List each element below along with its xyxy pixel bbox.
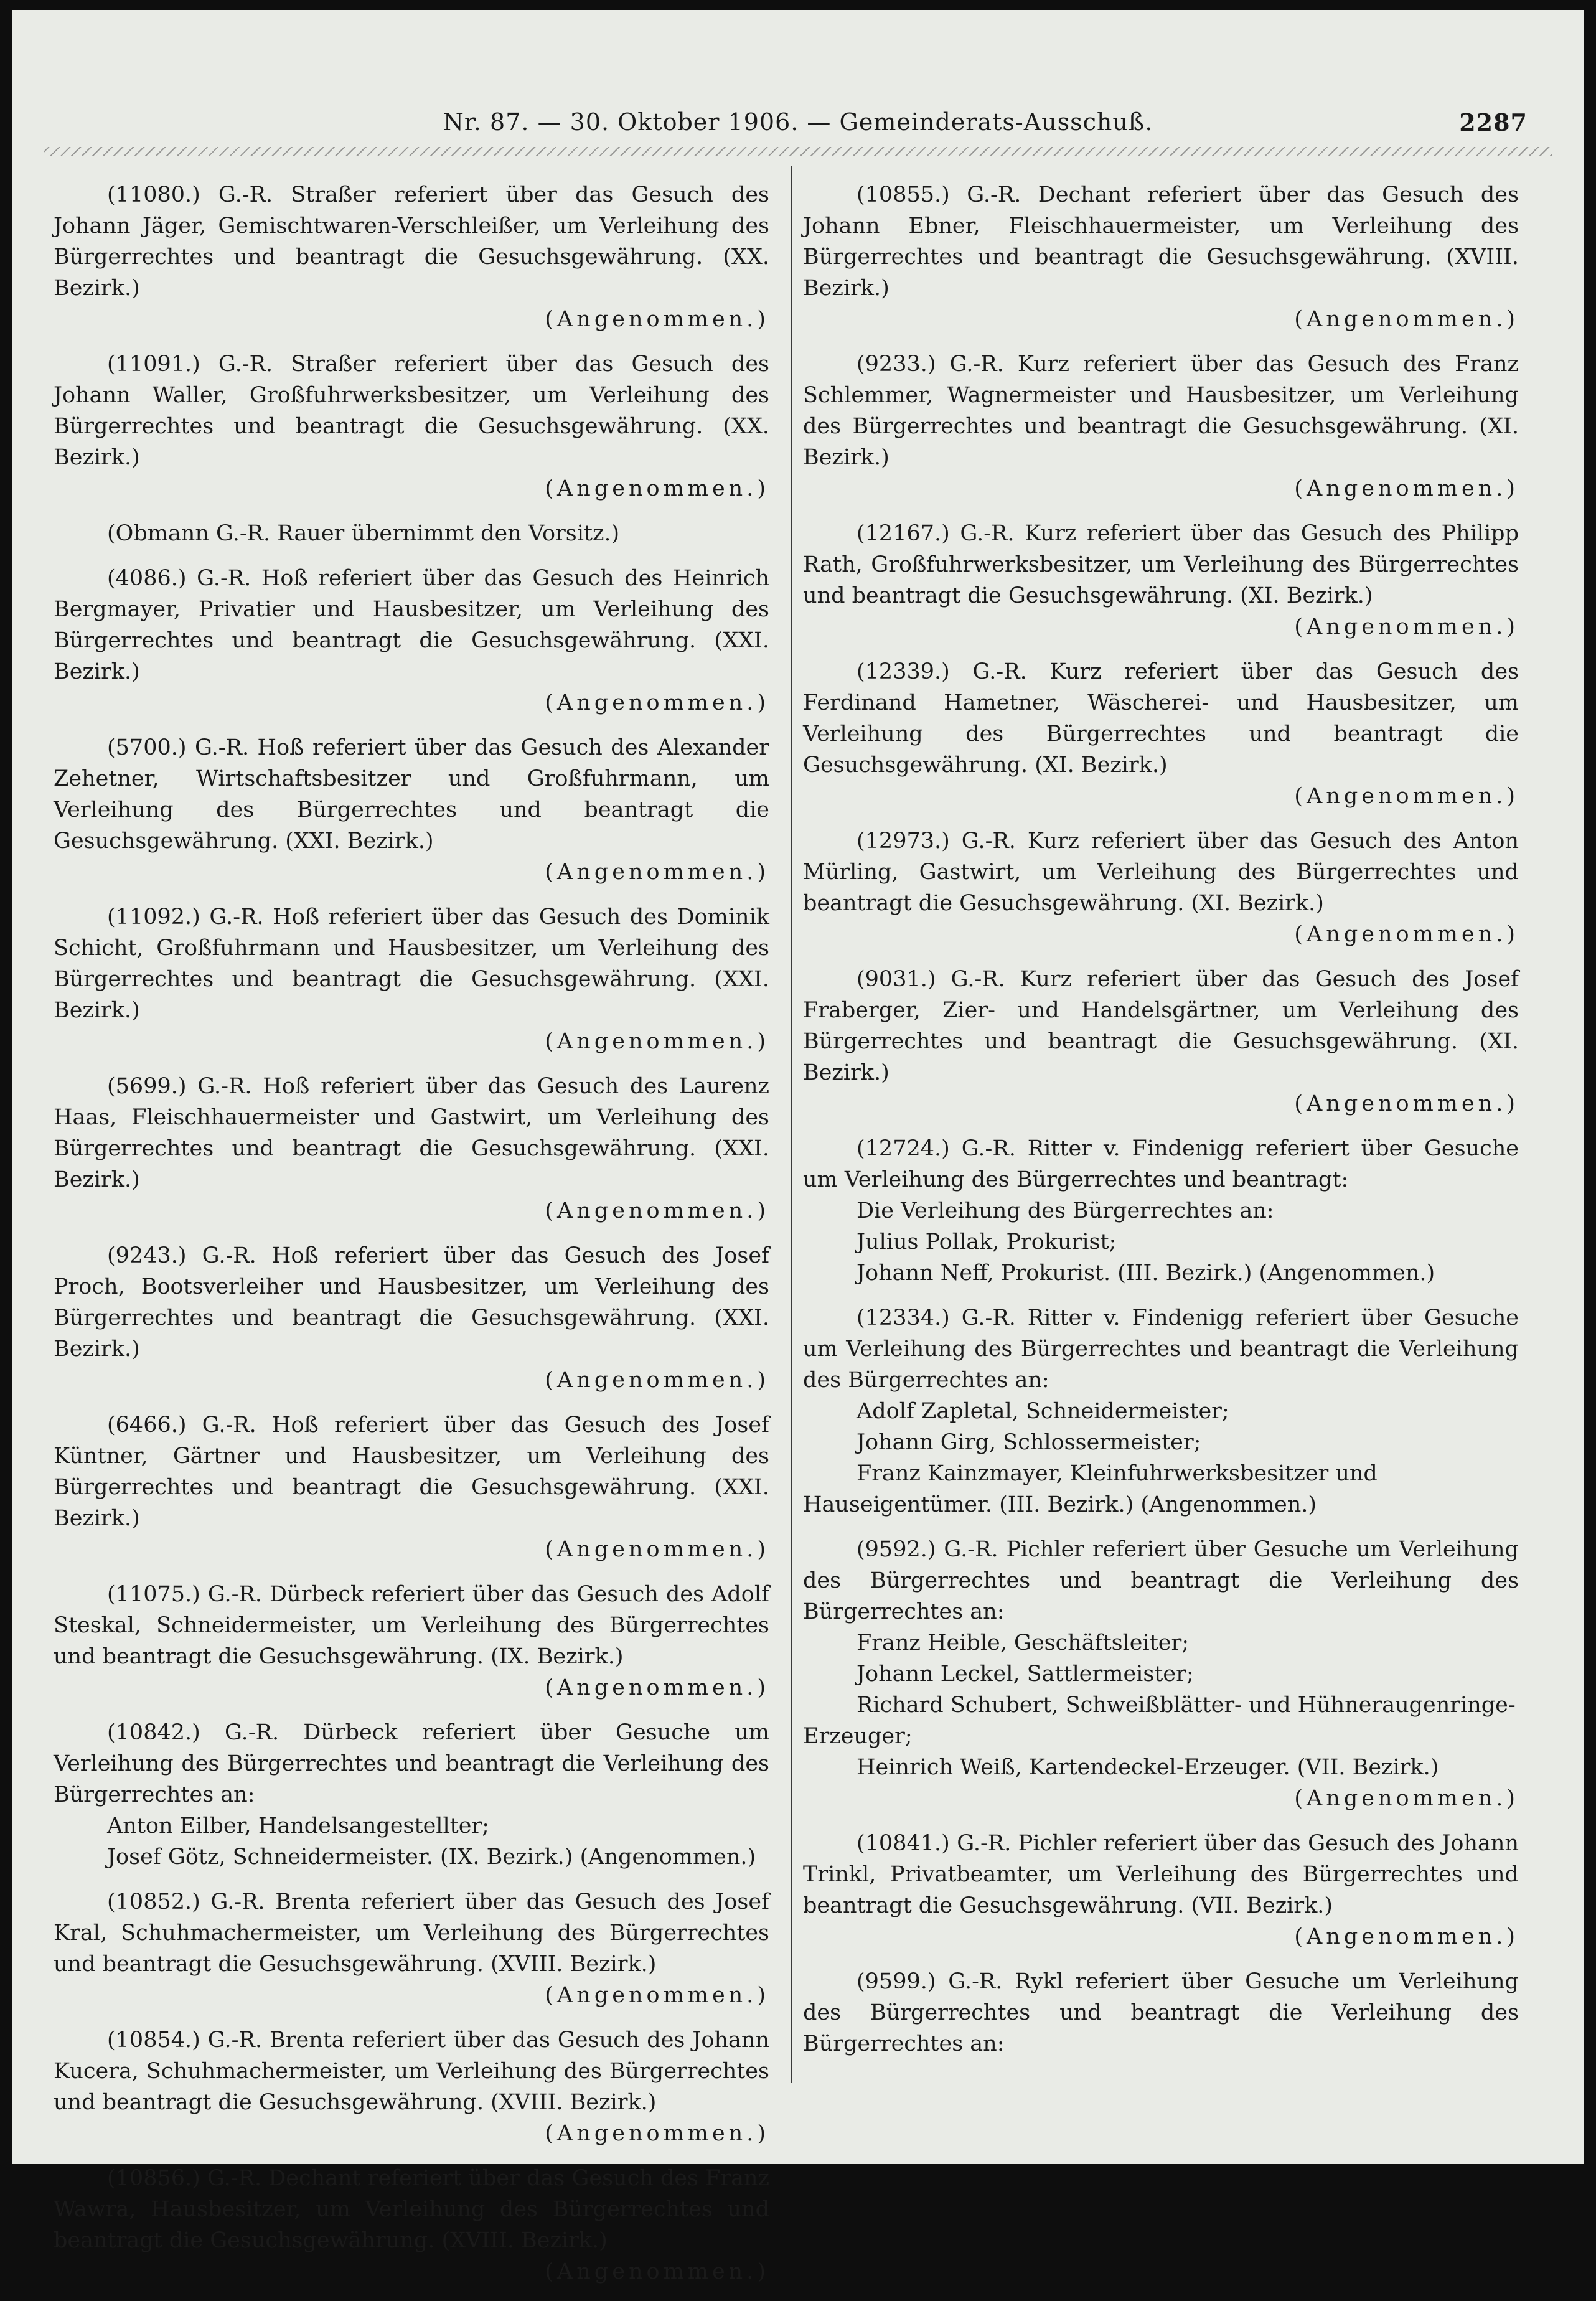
- chair-note: (Obmann G.-R. Rauer übernimmt den Vorsitz.): [107, 521, 620, 546]
- entry-result: (Angenommen.): [545, 1198, 769, 1223]
- entry-text: (12339.) G.-R. Kurz referiert über das Gesuch des Ferdinand Hametner, Wäscherei- und Hausbesitzer, um Verleihung des Bürgerrechtes und beantragt die Gesuchsgewährung. (XI. Bezirk.): [803, 659, 1519, 778]
- entry-text: (9233.) G.-R. Kurz referiert über das Gesuch des Franz Schlemmer, Wagnermeister und Hausbesitzer, um Verleihung des Bürgerrechtes und beantragt die Gesuchsgewährung. (XI. Bezirk.): [803, 352, 1519, 470]
- entry-result: (Angenommen.): [545, 1675, 769, 1700]
- entry-result: (Angenommen.): [545, 476, 769, 501]
- entry-text: (10852.) G.-R. Brenta referiert über das Gesuch des Josef Kral, Schuhmachermeister, um Verleihung des Bürgerrechtes und beantragt die Gesuchsgewährung. (XVIII. Bezirk.): [54, 1889, 769, 1977]
- entry-result: (Angenommen.): [1294, 1091, 1519, 1116]
- resolution-entry: [54, 563, 769, 718]
- grantee-item: Die Verleihung des Bürgerrechtes an:: [857, 1198, 1274, 1223]
- grantee-item: Julius Pollak, Prokurist;: [857, 1230, 1117, 1254]
- entry-text: (10842.) G.-R. Dürbeck referiert über Gesuche um Verleihung des Bürgerrechtes und beantragt die Verleihung des Bürgerrechtes an:: [54, 1720, 769, 1807]
- entry-result: (Angenommen.): [545, 1029, 769, 1054]
- entry-result: (Angenommen.): [545, 860, 769, 885]
- resolution-entry: [803, 1534, 1519, 1814]
- resolution-entry: [54, 349, 769, 504]
- grantee-item: Franz Kainzmayer, Kleinfuhrwerksbesitzer und Hauseigentümer. (III. Bezirk.) (Angenommen.): [803, 1461, 1378, 1517]
- header-title: Nr. 87. — 30. Oktober 1906. — Gemeinderats-Ausschuß.: [443, 108, 1153, 136]
- grantee-item: Johann Leckel, Sattlermeister;: [857, 1662, 1194, 1687]
- entry-result: (Angenommen.): [1294, 1924, 1519, 1949]
- page-number: 2287: [1459, 108, 1528, 136]
- entry-result: (Angenommen.): [1294, 614, 1519, 639]
- resolution-entry: [803, 349, 1519, 504]
- entry-result: (Angenommen.): [545, 690, 769, 715]
- entry-result: (Angenommen.): [545, 307, 769, 332]
- grantee-item: Johann Girg, Schlossermeister;: [857, 1430, 1201, 1455]
- entry-text: (9243.) G.-R. Hoß referiert über das Gesuch des Josef Proch, Bootsverleiher und Hausbesitzer, um Verleihung des Bürgerrechtes und beantragt die Gesuchsgewährung. (XXI. Bezirk.): [54, 1243, 769, 1362]
- entry-text: (10855.) G.-R. Dechant referiert über das Gesuch des Johann Ebner, Fleischhauermeister, um Verleihung des Bürgerrechtes und beantragt die Gesuchsgewährung. (XVIII. Bezirk.): [803, 182, 1519, 301]
- entry-text: (11091.) G.-R. Straßer referiert über das Gesuch des Johann Waller, Großfuhrwerksbesitzer, um Verleihung des Bürgerrechtes und beantragt die Gesuchsgewährung. (XX. Bezirk.): [54, 352, 769, 470]
- resolution-entry: [803, 656, 1519, 812]
- entry-text: (5700.) G.-R. Hoß referiert über das Gesuch des Alexander Zehetner, Wirtschaftsbesitzer und Großfuhrmann, um Verleihung des Bürgerrechtes und beantragt die Gesuchsgewährung. (XXI. Bezirk.): [54, 735, 769, 854]
- entry-text: (12167.) G.-R. Kurz referiert über das Gesuch des Philipp Rath, Großfuhrwerksbesitzer, um Verleihung des Bürgerrechtes und beantragt die Gesuchsgewährung. (XI. Bezirk.): [803, 521, 1519, 608]
- resolution-entry: [54, 901, 769, 1057]
- entry-text: (9031.) G.-R. Kurz referiert über das Gesuch des Josef Fraberger, Zier- und Handelsgärtner, um Verleihung des Bürgerrechtes und beantragt die Gesuchsgewährung. (XI. Bezirk.): [803, 967, 1519, 1085]
- entry-result: (Angenommen.): [545, 2259, 769, 2284]
- entry-text: (10856.) G.-R. Dechant referiert über das Gesuch des Franz Wawra, Hausbesitzer, um Verleihung des Bürgerrechtes und beantragt die Gesuchsgewährung. (XVIII. Bezirk.): [54, 2166, 769, 2253]
- resolution-entry: [803, 1966, 1519, 2059]
- entry-text: (9599.) G.-R. Rykl referiert über Gesuche um Verleihung des Bürgerrechtes und beantragt die Verleihung des Bürgerrechtes an:: [803, 1969, 1519, 2056]
- header-rule: [44, 147, 1552, 156]
- entry-result: (Angenommen.): [1294, 476, 1519, 501]
- entry-text: (6466.) G.-R. Hoß referiert über das Gesuch des Josef Küntner, Gärtner und Hausbesitzer, um Verleihung des Bürgerrechtes und beantragt die Gesuchsgewährung. (XXI. Bezirk.): [54, 1413, 769, 1531]
- resolution-entry: [54, 2025, 769, 2149]
- entry-result: (Angenommen.): [1294, 307, 1519, 332]
- resolution-entry: [54, 732, 769, 888]
- resolution-entry: [803, 1828, 1519, 1952]
- entry-result: (Angenommen.): [545, 1537, 769, 1562]
- grantee-item: Heinrich Weiß, Kartendeckel-Erzeuger. (VII. Bezirk.): [857, 1755, 1439, 1780]
- left-column: [54, 179, 769, 2301]
- entry-text: (11080.) G.-R. Straßer referiert über das Gesuch des Johann Jäger, Gemischtwaren-Verschleißer, um Verleihung des Bürgerrechtes und beantragt die Gesuchsgewährung. (XX. Bezirk.): [54, 182, 769, 301]
- resolution-entry: [54, 1579, 769, 1703]
- page-header: [62, 102, 1534, 146]
- resolution-entry: [803, 1302, 1519, 1520]
- entry-text: (9592.) G.-R. Pichler referiert über Gesuche um Verleihung des Bürgerrechtes und beantragt die Verleihung des Bürgerrechtes an:: [803, 1537, 1519, 1624]
- grantee-item: Richard Schubert, Schweißblätter- und Hühneraugenringe-Erzeuger;: [803, 1693, 1516, 1749]
- column-divider: [791, 166, 792, 2083]
- grantee-item: Franz Heible, Geschäftsleiter;: [857, 1630, 1190, 1655]
- entry-text: (10854.) G.-R. Brenta referiert über das Gesuch des Johann Kucera, Schuhmachermeister, um Verleihung des Bürgerrechtes und beantragt die Gesuchsgewährung. (XVIII. Bezirk.): [54, 2028, 769, 2115]
- resolution-entry: [803, 826, 1519, 950]
- document-page: [12, 10, 1584, 2284]
- entry-result: (Angenommen.): [545, 1368, 769, 1393]
- entry-text: (10841.) G.-R. Pichler referiert über das Gesuch des Johann Trinkl, Privatbeamter, um Verleihung des Bürgerrechtes und beantragt die Gesuchsgewährung. (VII. Bezirk.): [803, 1831, 1519, 1918]
- entry-text: (12334.) G.-R. Ritter v. Findenigg referiert über Gesuche um Verleihung des Bürgerrechtes und beantragt die Verleihung des Bürgerrechtes an:: [803, 1306, 1519, 1393]
- entry-result: (Angenommen.): [1294, 1786, 1519, 1811]
- resolution-entry: [54, 1409, 769, 1565]
- entry-text: (11092.) G.-R. Hoß referiert über das Gesuch des Dominik Schicht, Großfuhrmann und Hausbesitzer, um Verleihung des Bürgerrechtes und beantragt die Gesuchsgewährung. (XXI. Bezirk.): [54, 905, 769, 1023]
- grantee-item: Josef Götz, Schneidermeister. (IX. Bezirk.) (Angenommen.): [107, 1845, 756, 1870]
- resolution-entry: [54, 1886, 769, 2011]
- resolution-entry: [54, 1071, 769, 1226]
- entry-text: (12973.) G.-R. Kurz referiert über das Gesuch des Anton Mürling, Gastwirt, um Verleihung des Bürgerrechtes und beantragt die Gesuchsgewährung. (XI. Bezirk.): [803, 829, 1519, 916]
- resolution-entry: [54, 1240, 769, 1396]
- entry-text: (12724.) G.-R. Ritter v. Findenigg referiert über Gesuche um Verleihung des Bürgerrechtes und beantragt:: [803, 1136, 1519, 1192]
- resolution-entry: [54, 2163, 769, 2287]
- resolution-entry: [54, 1717, 769, 1873]
- entry-result: (Angenommen.): [1294, 922, 1519, 947]
- grantee-item: Johann Neff, Prokurist. (III. Bezirk.) (Angenommen.): [857, 1261, 1435, 1286]
- resolution-entry: [803, 179, 1519, 335]
- entry-text: (11075.) G.-R. Dürbeck referiert über das Gesuch des Adolf Steskal, Schneidermeister, um Verleihung des Bürgerrechtes und beantragt die Gesuchsgewährung. (IX. Bezirk.): [54, 1582, 769, 1669]
- grantee-item: Adolf Zapletal, Schneidermeister;: [857, 1399, 1229, 1424]
- entry-text: (4086.) G.-R. Hoß referiert über das Gesuch des Heinrich Bergmayer, Privatier und Hausbesitzer, um Verleihung des Bürgerrechtes und beantragt die Gesuchsgewährung. (XXI. Bezirk.): [54, 566, 769, 684]
- right-column: [803, 179, 1519, 2073]
- resolution-entry: [54, 179, 769, 335]
- entry-result: (Angenommen.): [1294, 784, 1519, 809]
- entry-result: (Angenommen.): [545, 2121, 769, 2146]
- entry-text: (5699.) G.-R. Hoß referiert über das Gesuch des Laurenz Haas, Fleischhauermeister und Gastwirt, um Verleihung des Bürgerrechtes und beantragt die Gesuchsgewährung. (XXI. Bezirk.): [54, 1074, 769, 1192]
- resolution-entry: [803, 964, 1519, 1119]
- entry-result: (Angenommen.): [545, 1983, 769, 2008]
- resolution-entry: [803, 1133, 1519, 1289]
- resolution-entry: [803, 518, 1519, 642]
- grantee-item: Anton Eilber, Handelsangestellter;: [107, 1814, 489, 1838]
